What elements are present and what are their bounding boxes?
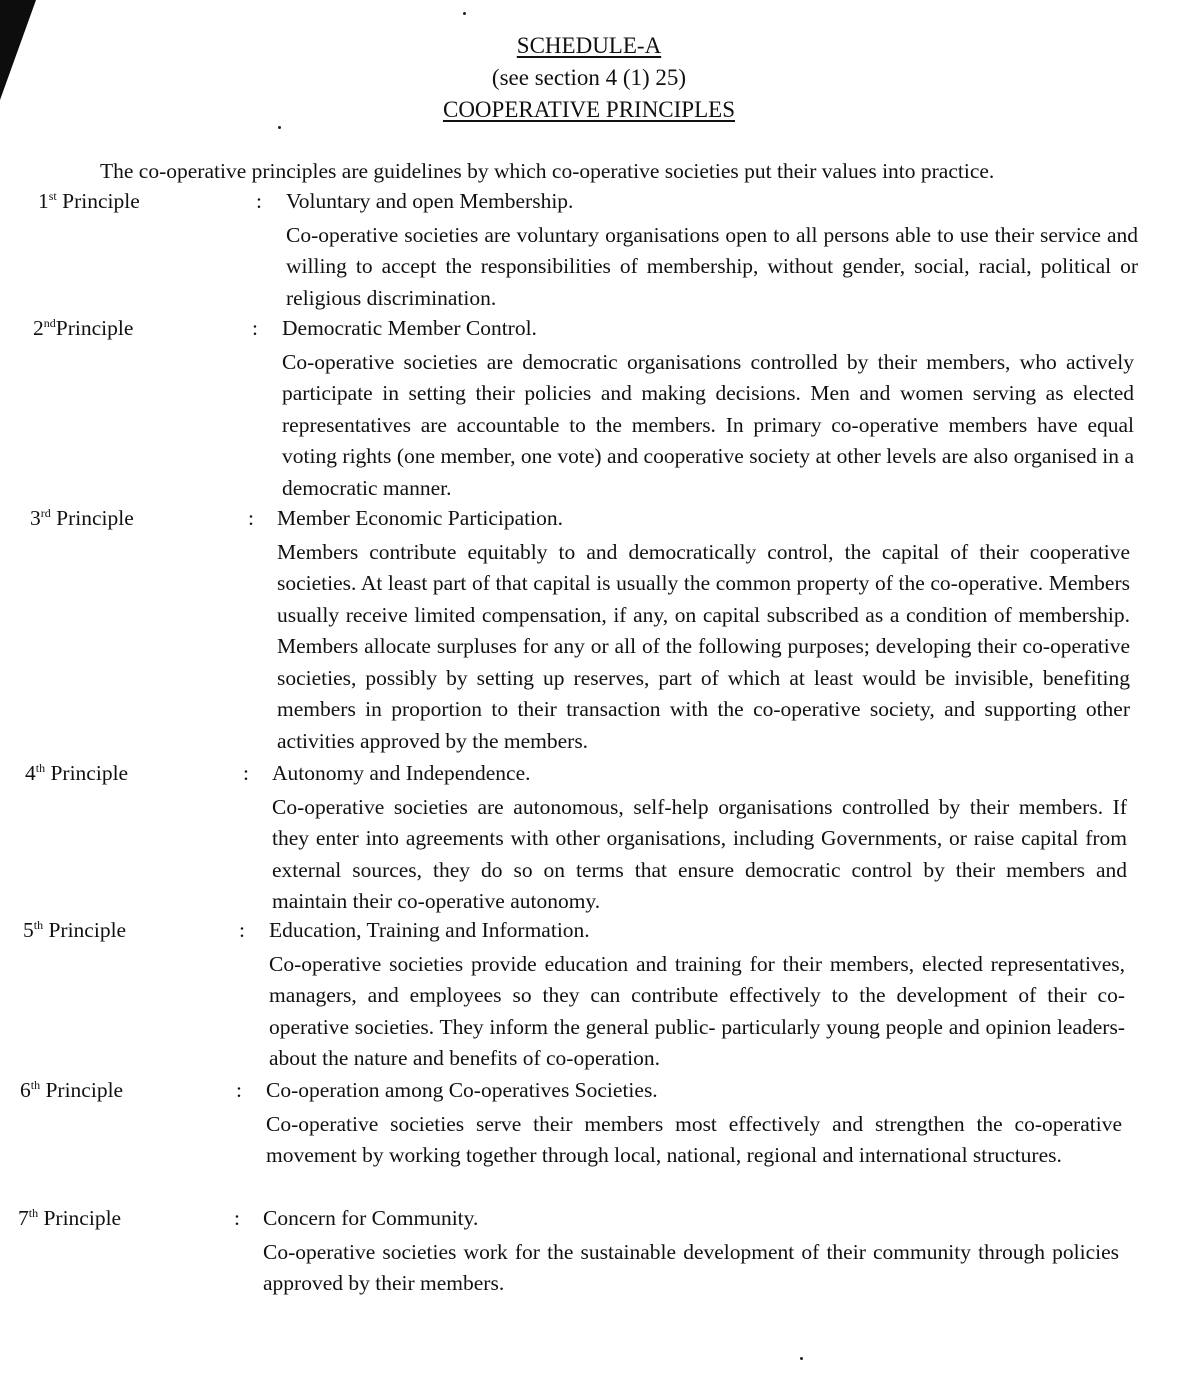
principle-label: 5th Principle — [23, 917, 127, 942]
page-heading: COOPERATIVE PRINCIPLES — [442, 97, 735, 122]
principle-label: 7th Principle — [18, 1205, 122, 1230]
principle-title: Democratic Member Control. — [282, 316, 537, 340]
label-colon: : — [252, 316, 258, 340]
principle-title: Member Economic Participation. — [277, 506, 563, 530]
principle-label: 3rd Principle — [30, 505, 134, 530]
principle-label: 2ndPrinciple — [33, 315, 134, 340]
principle-content — [277, 503, 1130, 757]
principle-label: 4th Principle — [25, 760, 129, 785]
label-colon: : — [239, 918, 245, 942]
principle-description: Co-operative societies are voluntary organisations open to all persons able to use their service and willing to accept the responsibilities of membership, without gender, social, racial, political or religious discrimination. — [286, 222, 1138, 310]
principle-content — [282, 313, 1134, 504]
section-reference: (see section 4 (1) 25) — [491, 65, 687, 90]
principle-content — [266, 1075, 1122, 1172]
principle-label: 6th Principle — [20, 1077, 124, 1102]
scan-speck — [278, 126, 281, 129]
principle-label: 1st Principle — [38, 188, 140, 213]
principle-description: Co-operative societies are democratic organisations controlled by their members, who actively participate in setting their policies and making decisions. Men and women serving as elected representatives are accountable to the members. In primary co-operative members have equal voting rights (one member, one vote) and cooperative society at other levels are also organised in a democratic manner. — [282, 349, 1134, 500]
principle-description: Co-operative societies provide education and training for their members, elected representatives, managers, and employees so they can contribute effectively to the development of their co-operative societies. They inform the general public- particularly young people and opinion leaders- about the nature and benefits of co-operation. — [269, 951, 1125, 1070]
principle-description: Members contribute equitably to and democratically control, the capital of their cooperative societies. At least part of that capital is usually the common property of the co-operative. Members usually receive limited compensation, if any, on capital subscribed as a condition of membership. Members allocate surpluses for any or all of the following purposes; developing their co-operative societies, possibly by setting up reserves, part of which at least would be invisible, benefiting members in proportion to their transaction with the co-operative society, and supporting other activities approved by the members. — [277, 539, 1130, 753]
principle-title: Education, Training and Information. — [269, 918, 590, 942]
principle-description: Co-operative societies serve their members most effectively and strengthen the co-operative movement by working together through local, national, regional and international structures. — [266, 1111, 1122, 1167]
principle-content — [263, 1203, 1119, 1300]
principle-title: Voluntary and open Membership. — [286, 189, 574, 213]
principle-content — [272, 758, 1127, 918]
intro-paragraph: The co-operative principles are guidelines by which co-operative societies put their values into practice. — [100, 159, 995, 183]
principle-title: Concern for Community. — [263, 1206, 479, 1230]
principle-description: Co-operative societies work for the sustainable development of their community through policies approved by their members. — [263, 1239, 1119, 1295]
schedule-title: SCHEDULE-A — [516, 33, 662, 58]
label-colon: : — [248, 506, 254, 530]
principle-title: Autonomy and Independence. — [272, 761, 531, 785]
principle-title: Co-operation among Co-operatives Societies. — [266, 1078, 658, 1102]
principle-content — [286, 186, 1138, 314]
label-colon: : — [243, 761, 249, 785]
principle-description: Co-operative societies are autonomous, self-help organisations controlled by their members. If they enter into agreements with other organisations, including Governments, or raise capital from external sources, they do so on terms that ensure democratic control by their members and maintain their co-operative autonomy. — [272, 794, 1127, 913]
document-header — [0, 30, 1178, 126]
principle-content — [269, 915, 1125, 1075]
scan-speck — [800, 1357, 803, 1360]
label-colon: : — [256, 189, 262, 213]
label-colon: : — [236, 1078, 242, 1102]
label-colon: : — [234, 1206, 240, 1230]
scan-speck — [463, 12, 466, 15]
